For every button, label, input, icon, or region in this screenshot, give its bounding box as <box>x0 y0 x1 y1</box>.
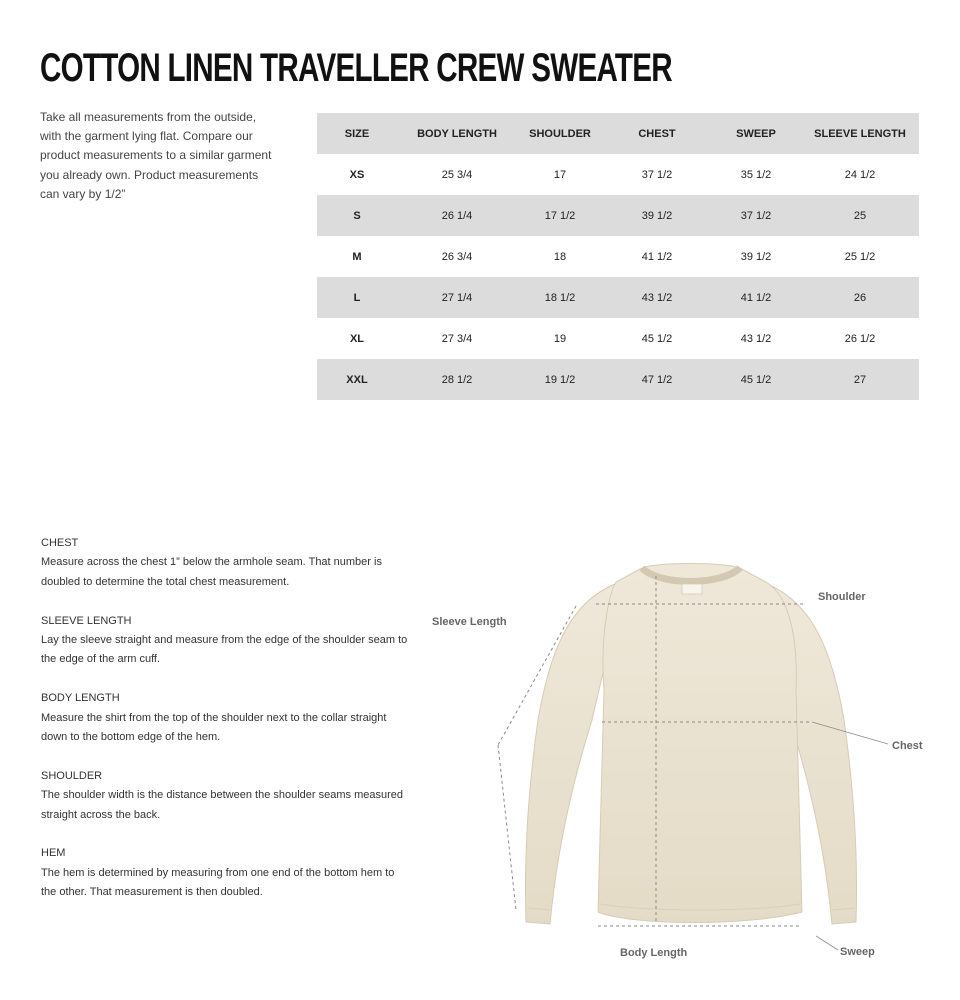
column-header: SWEEP <box>711 113 801 154</box>
table-row <box>317 195 919 236</box>
table-cell: 26 3/4 <box>441 250 473 263</box>
table-cell: 17 <box>553 168 567 181</box>
size-cell: XL <box>349 332 365 345</box>
table-cell: 41 1/2 <box>711 277 801 318</box>
table-cell: 28 1/2 <box>397 359 517 400</box>
guide-item-body-length <box>41 689 411 747</box>
table-cell: 25 1/2 <box>844 250 876 263</box>
guide-description: Measure the shirt from the top of the shoulder next to the collar straight down to the bottom edge of the hem. <box>41 711 387 744</box>
table-cell: 27 <box>801 359 919 400</box>
table-cell: 37 1/2 <box>641 168 673 181</box>
table-cell: 47 1/2 <box>603 359 711 400</box>
label-sleeve-length: Sleeve Length <box>432 616 507 628</box>
size-cell: M <box>352 250 362 263</box>
table-cell: 43 1/2 <box>740 332 772 345</box>
table-cell: 45 1/2 <box>641 332 673 345</box>
guide-item-chest <box>41 534 411 592</box>
guide-item-hem <box>41 844 411 902</box>
measurement-intro: Take all measurements from the outside, with the garment lying flat. Compare our product measurements to a similar garment you already own. Product measurements can vary by 1/2” <box>40 110 272 201</box>
guide-item-sleeve-length <box>41 612 411 670</box>
column-header: SLEEVE LENGTH <box>801 113 919 154</box>
label-chest: Chest <box>892 740 923 752</box>
guide-description: Lay the sleeve straight and measure from the edge of the shoulder seam to the edge of the arm cuff. <box>41 634 408 666</box>
sweep-leader-line <box>816 936 838 950</box>
table-row <box>317 154 919 195</box>
column-header: SIZE <box>317 113 397 154</box>
table-cell: 18 <box>553 250 567 263</box>
table-cell: 37 1/2 <box>711 195 801 236</box>
measurement-diagram <box>420 540 940 980</box>
label-body-length: Body Length <box>620 947 688 959</box>
guide-description: The hem is determined by measuring from one end of the bottom hem to the other. That measurement is then doubled. <box>41 866 395 899</box>
table-row <box>317 277 919 318</box>
guide-description: Measure across the chest 1” below the armhole seam. That number is doubled to determine the total chest measurement. <box>41 556 382 588</box>
sweater-body <box>598 564 802 923</box>
table-row <box>317 318 919 359</box>
label-shoulder: Shoulder <box>818 591 866 603</box>
guide-heading: CHEST <box>41 537 79 549</box>
sweater-illustration <box>420 540 940 980</box>
table-cell: 26 <box>801 277 919 318</box>
column-header: BODY LENGTH <box>397 113 517 154</box>
table-row <box>317 359 919 400</box>
table-header-row <box>317 113 919 154</box>
sleeve-length-line-lower <box>498 745 516 910</box>
sweater-tag <box>682 584 702 594</box>
table-cell: 35 1/2 <box>740 168 772 181</box>
table-cell: 45 1/2 <box>711 359 801 400</box>
table-cell: 19 <box>553 332 567 345</box>
guide-item-shoulder <box>41 767 411 825</box>
table-cell: 18 1/2 <box>517 277 603 318</box>
size-cell: S <box>317 195 397 236</box>
column-header: SHOULDER <box>517 113 603 154</box>
size-cell: XS <box>349 168 365 181</box>
table-cell: 24 1/2 <box>844 168 876 181</box>
table-row <box>317 236 919 277</box>
guide-heading: HEM <box>41 847 66 860</box>
table-cell: 26 1/2 <box>844 332 876 345</box>
guide-heading: BODY LENGTH <box>41 692 120 705</box>
table-cell: 25 3/4 <box>441 168 473 181</box>
table-cell: 27 1/4 <box>397 277 517 318</box>
size-chart-table <box>317 113 919 400</box>
table-cell: 27 3/4 <box>441 332 473 345</box>
size-cell: L <box>317 277 397 318</box>
guide-description: The shoulder width is the distance between the shoulder seams measured straight across the back. <box>41 789 403 821</box>
column-header: CHEST <box>603 113 711 154</box>
page-title: COTTON LINEN TRAVELLER CREW SWEATER <box>40 46 672 90</box>
table-cell: 26 1/4 <box>397 195 517 236</box>
table-cell: 17 1/2 <box>517 195 603 236</box>
size-cell: XXL <box>317 359 397 400</box>
table-cell: 25 <box>801 195 919 236</box>
table-cell: 41 1/2 <box>641 250 673 263</box>
label-sweep: Sweep <box>840 946 875 958</box>
table-cell: 43 1/2 <box>603 277 711 318</box>
table-cell: 39 1/2 <box>740 250 772 263</box>
table-cell: 19 1/2 <box>517 359 603 400</box>
table-cell: 39 1/2 <box>603 195 711 236</box>
guide-heading: SLEEVE LENGTH <box>41 614 132 627</box>
measurement-guide <box>41 534 411 922</box>
guide-heading: SHOULDER <box>41 769 103 782</box>
